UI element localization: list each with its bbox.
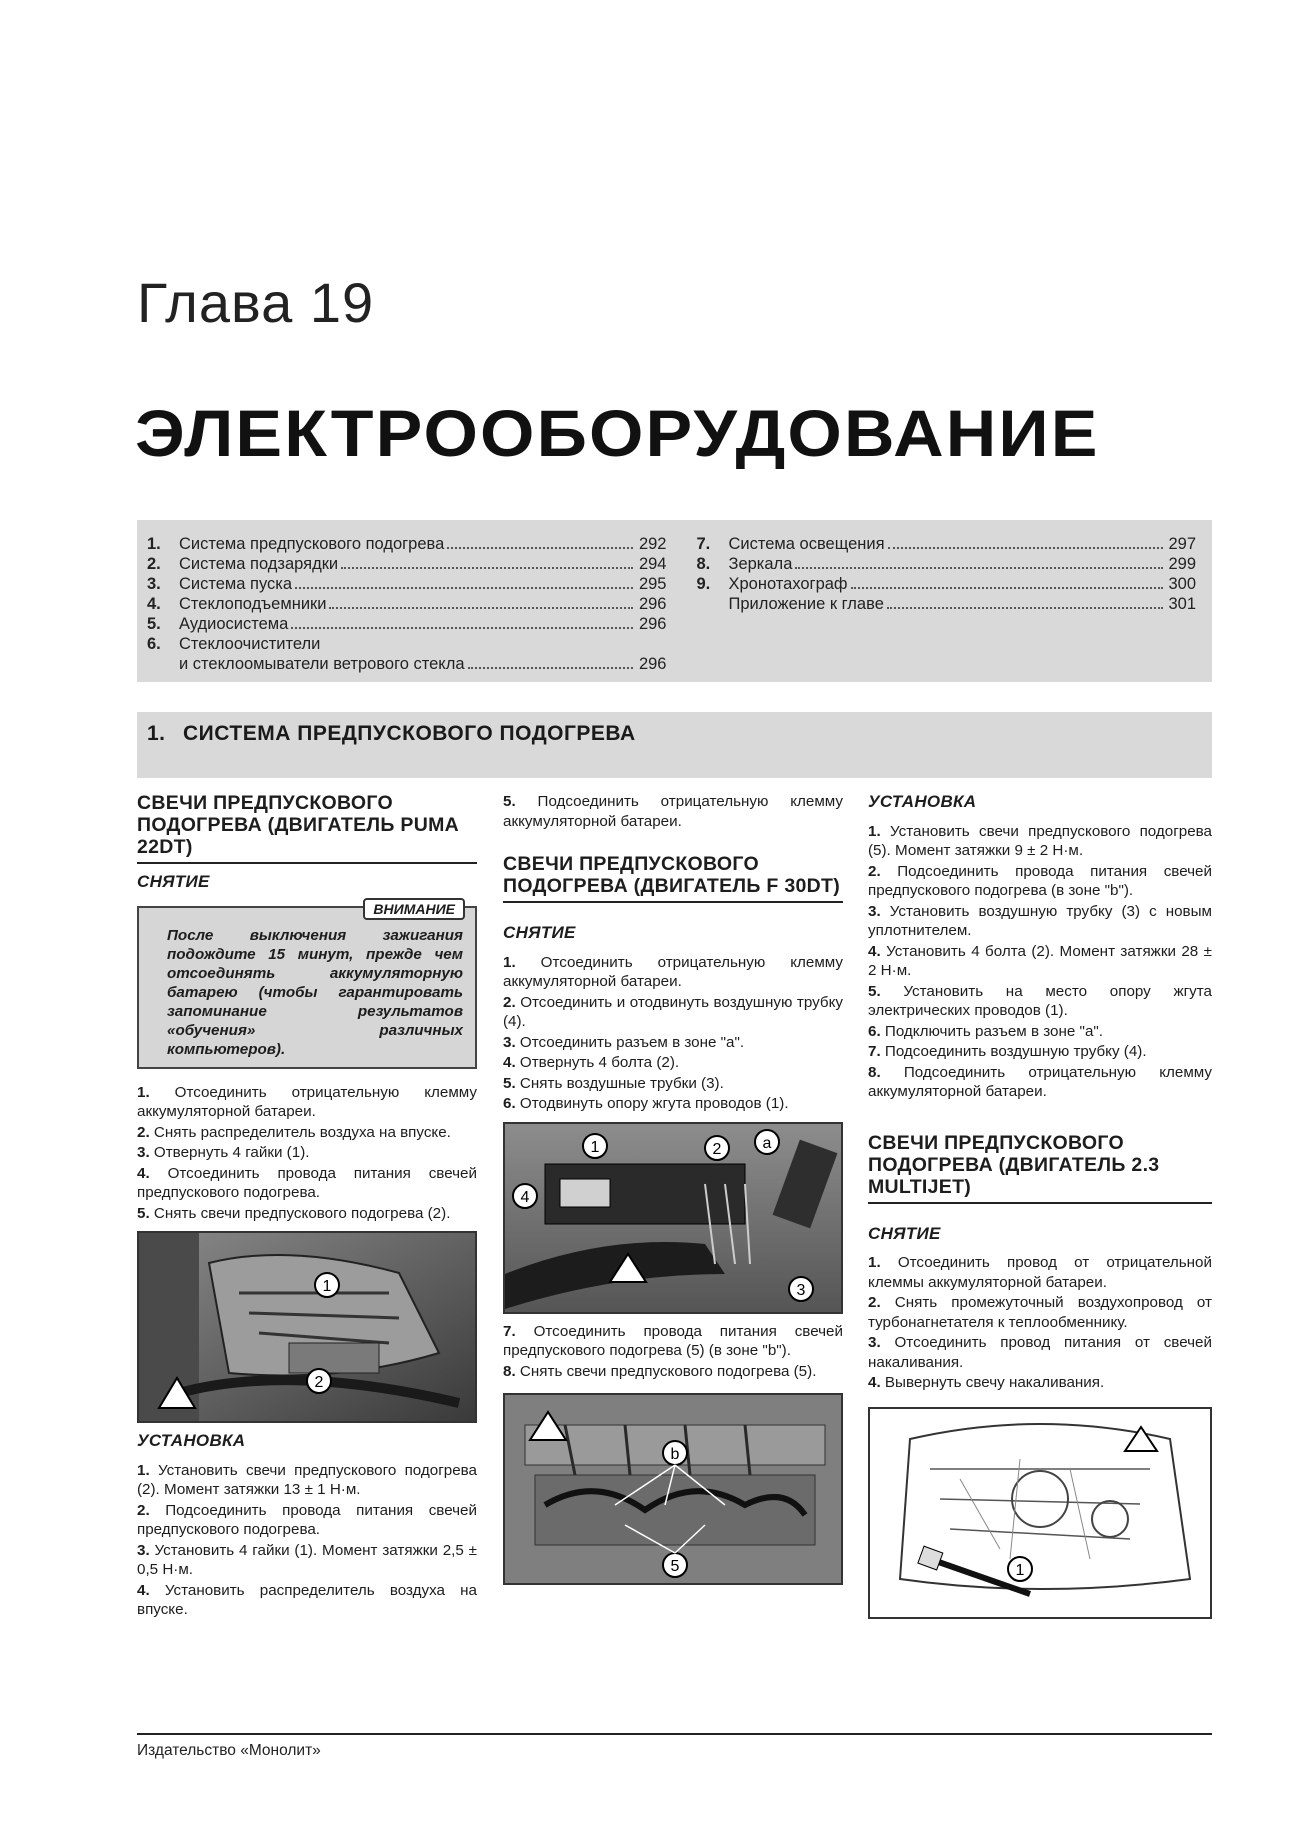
step: 5. Подсоединить отрицательную клемму аккумуляторной батареи.: [503, 793, 843, 830]
toc-item[interactable]: 8. Зеркала 299: [696, 555, 1196, 573]
svg-text:1: 1: [322, 1278, 332, 1295]
step: 6. Отодвинуть опору жгута проводов (1).: [503, 1095, 789, 1112]
step: 4. Вывернуть свечу накаливания.: [868, 1374, 1105, 1391]
callout-1: [315, 1273, 339, 1297]
step: 2. Снять распределитель воздуха на впуске.: [137, 1123, 451, 1141]
toc-right-column: [696, 534, 1196, 682]
step: 4. Отсоединить провода питания свечей предпускового подогрева.: [137, 1164, 477, 1201]
step: 1. Установить свечи предпускового подогрева (5). Момент затяжки 9 ± 2 Н·м.: [868, 822, 1212, 859]
removal-heading: СНЯТИЕ: [868, 1223, 941, 1243]
step: 7. Подсоединить воздушную трубку (4).: [868, 1043, 1147, 1060]
subsection-heading: СВЕЧИ ПРЕДПУСКОВОГО ПОДОГРЕВА (ДВИГАТЕЛЬ PUMA 22DT): [137, 792, 477, 864]
step: 2. Отсоединить и отодвинуть воздушную трубку (4).: [503, 993, 843, 1030]
svg-text:4: 4: [520, 1188, 530, 1206]
step: 6. Подключить разъем в зоне "а".: [868, 1022, 1103, 1040]
svg-text:a: a: [762, 1134, 772, 1152]
toc-item[interactable]: Приложение к главе 301: [728, 595, 1196, 613]
step: 3. Установить воздушную трубку (3) с новым уплотнителем.: [868, 902, 1212, 939]
warning-tag: ВНИМАНИЕ: [363, 898, 465, 920]
callout-5: [663, 1553, 687, 1577]
step: 2. Снять промежуточный воздухопровод от турбонагнетателя к теплообменнику.: [868, 1294, 1212, 1331]
svg-text:1: 1: [590, 1138, 600, 1156]
callout-1: [1008, 1557, 1032, 1581]
step: 5. Установить на место опору жгута электрических проводов (1).: [868, 982, 1212, 1019]
step: 5. Снять свечи предпускового подогрева (2).: [137, 1204, 451, 1222]
callout-2: [705, 1136, 729, 1160]
toc-item[interactable]: 9. Хронотахограф 300: [696, 575, 1196, 593]
publisher-footer: Издательство «Монолит»: [137, 1742, 321, 1759]
step: 2. Подсоединить провода питания свечей предпускового подогрева.: [137, 1501, 477, 1538]
chapter-title: ЭЛЕКТРООБОРУДОВАНИЕ: [135, 396, 1100, 470]
subsection-heading: СВЕЧИ ПРЕДПУСКОВОГО ПОДОГРЕВА (ДВИГАТЕЛЬ 2.3 MULTIJET): [868, 1132, 1212, 1204]
svg-text:2: 2: [314, 1374, 324, 1391]
section-number: 1.: [147, 722, 166, 745]
toc-item-continuation[interactable]: и стеклоомыватели ветрового стекла 296: [179, 655, 667, 673]
chapter-number: Глава 19: [137, 271, 375, 334]
step: 8. Снять свечи предпускового подогрева (5).: [503, 1362, 817, 1380]
callout-4: [513, 1184, 537, 1208]
step: 4. Отвернуть 4 болта (2).: [503, 1054, 680, 1071]
step: 4. Установить 4 болта (2). Момент затяжки 28 ± 2 Н·м.: [868, 942, 1212, 979]
column-1: [137, 792, 477, 1621]
table-of-contents: [137, 520, 1212, 682]
callout-a: [755, 1130, 779, 1154]
toc-left-column: [147, 534, 666, 682]
step: 3. Установить 4 гайки (1). Момент затяжки 2,5 ± 0,5 Н·м.: [137, 1541, 477, 1578]
step: 3. Отвернуть 4 гайки (1).: [137, 1144, 310, 1161]
column-3: [868, 792, 1212, 1627]
engine-photo: [503, 1122, 843, 1314]
engine-photo: [503, 1393, 843, 1585]
svg-text:3: 3: [796, 1281, 806, 1299]
step: 7. Отсоединить провода питания свечей предпускового подогрева (5) (в зоне "b").: [503, 1322, 843, 1359]
install-heading: УСТАНОВКА: [137, 1431, 246, 1450]
svg-text:5: 5: [670, 1558, 680, 1575]
column-2: [503, 792, 843, 1593]
callout-3: [789, 1277, 813, 1301]
step: 1. Установить свечи предпускового подогрева (2). Момент затяжки 13 ± 1 Н·м.: [137, 1461, 477, 1498]
step: 3. Отсоединить разъем в зоне "а".: [503, 1033, 745, 1051]
removal-heading: СНЯТИЕ: [503, 923, 576, 942]
callout-2: [307, 1369, 331, 1393]
section-title: СИСТЕМА ПРЕДПУСКОВОГО ПОДОГРЕВА: [183, 722, 636, 745]
toc-item[interactable]: 6. Стеклоочистители: [147, 635, 321, 653]
callout-1: [583, 1134, 607, 1158]
step: 1. Отсоединить отрицательную клемму аккумуляторной батареи.: [503, 953, 843, 990]
step: 5. Снять воздушные трубки (3).: [503, 1074, 724, 1092]
step: 1. Отсоединить провод от отрицательной клеммы аккумуляторной батареи.: [868, 1254, 1212, 1291]
step: 3. Отсоединить провод питания от свечей накаливания.: [868, 1334, 1212, 1371]
step: 8. Подсоединить отрицательную клемму аккумуляторной батареи.: [868, 1063, 1212, 1100]
warning-box: [137, 900, 477, 1069]
step: 1. Отсоединить отрицательную клемму аккумуляторной батареи.: [137, 1083, 477, 1120]
step: 4. Установить распределитель воздуха на впуске.: [137, 1581, 477, 1618]
toc-item[interactable]: 3. Система пуска 295: [147, 575, 667, 593]
subsection-heading: СВЕЧИ ПРЕДПУСКОВОГО ПОДОГРЕВА (ДВИГАТЕЛЬ F 30DT): [503, 853, 843, 903]
footer-divider: [137, 1733, 1212, 1735]
install-heading: УСТАНОВКА: [868, 792, 977, 811]
toc-item[interactable]: 4. Стеклоподъемники 296: [147, 595, 667, 613]
toc-item[interactable]: 1. Система предпускового подогрева 292: [147, 535, 667, 553]
svg-text:b: b: [670, 1446, 680, 1463]
engine-drawing: [868, 1407, 1212, 1619]
toc-item[interactable]: 5. Аудиосистема 296: [147, 615, 667, 633]
engine-photo: [137, 1231, 477, 1423]
warning-text: После выключения зажигания подождите 15 минут, прежде чем отсоединять аккумуляторную батарею (чтобы гарантировать запоминание результатов «обучения» различных компьютеров).: [167, 926, 463, 1058]
removal-heading: СНЯТИЕ: [137, 872, 210, 891]
callout-b: [663, 1441, 687, 1465]
svg-text:2: 2: [712, 1140, 722, 1158]
step: 2. Подсоединить провода питания свечей предпускового подогрева (в зоне "b").: [868, 862, 1212, 899]
toc-item[interactable]: 2. Система подзарядки 294: [147, 555, 667, 573]
svg-text:1: 1: [1015, 1561, 1025, 1579]
section-header: [137, 712, 1212, 778]
toc-item[interactable]: 7. Система освещения 297: [696, 535, 1196, 553]
